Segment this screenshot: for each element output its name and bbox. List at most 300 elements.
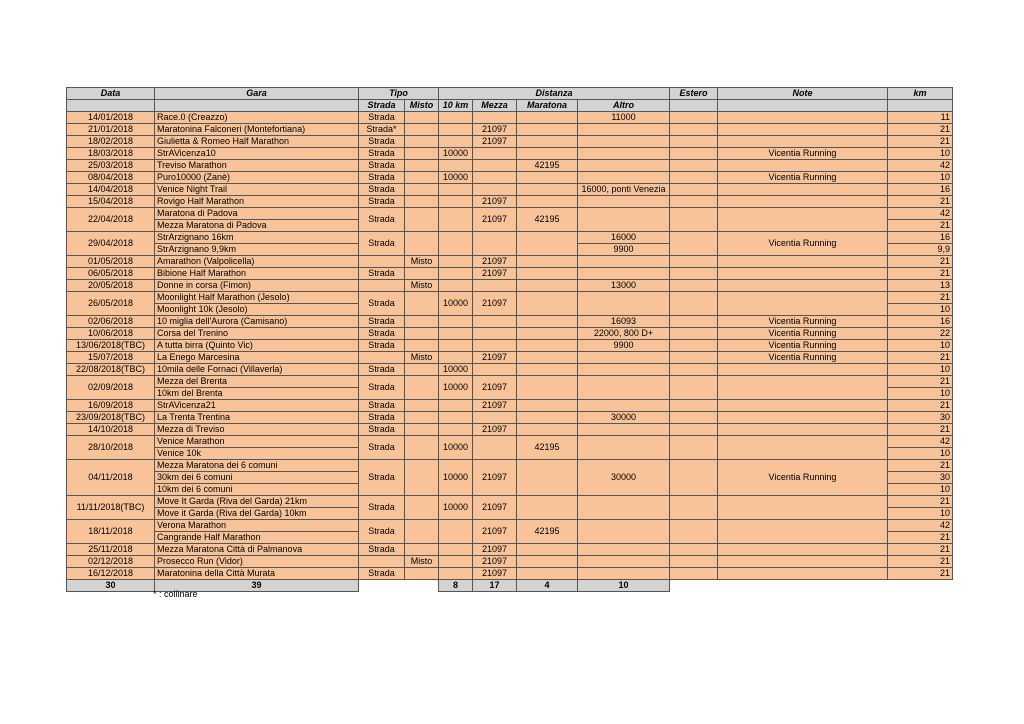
strada-cell: Strada [359, 340, 405, 352]
estero-cell [670, 436, 718, 460]
date-cell: 14/04/2018 [67, 184, 155, 196]
note-cell [718, 424, 888, 436]
race-name-cell: Giulietta & Romeo Half Marathon [155, 136, 359, 148]
race-name-cell: 10km dei 6 comuni [155, 484, 359, 496]
maratona-cell [517, 112, 578, 124]
altro-cell [578, 424, 670, 436]
date-cell: 08/04/2018 [67, 172, 155, 184]
altro-cell [578, 376, 670, 400]
km-cell: 42 [888, 436, 953, 448]
date-cell: 10/06/2018 [67, 328, 155, 340]
km-cell: 10 [888, 172, 953, 184]
mezza-cell: 21097 [473, 268, 517, 280]
race-name-cell: Mezza del Brenta [155, 376, 359, 388]
altro-cell [578, 556, 670, 568]
misto-cell [405, 208, 439, 232]
altro-cell [578, 148, 670, 160]
date-cell: 25/03/2018 [67, 160, 155, 172]
table-row [67, 544, 953, 556]
km-cell: 10 [888, 148, 953, 160]
date-cell: 13/06/2018(TBC) [67, 340, 155, 352]
table-row [67, 136, 953, 148]
race-name-cell: Verona Marathon [155, 520, 359, 532]
mezza-cell: 21097 [473, 352, 517, 364]
ten-km-cell [439, 544, 473, 556]
date-cell: 28/10/2018 [67, 436, 155, 460]
misto-cell: Misto [405, 352, 439, 364]
maratona-cell [517, 184, 578, 196]
misto-cell: Misto [405, 256, 439, 268]
altro-cell: 9900 [578, 340, 670, 352]
maratona-cell [517, 196, 578, 208]
estero-cell [670, 496, 718, 520]
strada-cell: Strada [359, 208, 405, 232]
km-cell: 10 [888, 388, 953, 400]
race-name-cell: Mezza di Treviso [155, 424, 359, 436]
table-row [67, 496, 953, 508]
ten-km-cell [439, 268, 473, 280]
ten-km-cell [439, 328, 473, 340]
date-cell: 29/04/2018 [67, 232, 155, 256]
note-cell [718, 436, 888, 460]
mezza-cell [473, 112, 517, 124]
maratona-cell [517, 136, 578, 148]
strada-cell: Strada [359, 196, 405, 208]
race-name-cell: Donne in corsa (Fimon) [155, 280, 359, 292]
note-cell [718, 196, 888, 208]
misto-cell [405, 400, 439, 412]
ten-km-cell: 10000 [439, 496, 473, 520]
mezza-cell: 21097 [473, 136, 517, 148]
mezza-cell: 21097 [473, 196, 517, 208]
header-gara: Gara [155, 88, 359, 100]
estero-cell [670, 292, 718, 316]
subheader-mezza: Mezza [473, 100, 517, 112]
maratona-cell: 42195 [517, 208, 578, 232]
total-ten-km-cell: 8 [439, 580, 473, 592]
estero-cell [670, 544, 718, 556]
estero-cell [670, 328, 718, 340]
date-cell: 02/09/2018 [67, 376, 155, 400]
misto-cell [405, 232, 439, 256]
note-cell [718, 112, 888, 124]
mezza-cell: 21097 [473, 568, 517, 580]
table-row [67, 124, 953, 136]
table-row [67, 160, 953, 172]
mezza-cell [473, 280, 517, 292]
subheader-blank [888, 100, 953, 112]
table-row [67, 352, 953, 364]
mezza-cell [473, 148, 517, 160]
estero-cell [670, 364, 718, 376]
altro-cell [578, 160, 670, 172]
table-row [67, 232, 953, 244]
race-name-cell: Moonlight 10k (Jesolo) [155, 304, 359, 316]
altro-cell [578, 172, 670, 184]
ten-km-cell [439, 424, 473, 436]
mezza-cell [473, 340, 517, 352]
strada-cell: Strada [359, 316, 405, 328]
misto-cell [405, 148, 439, 160]
table-row [67, 208, 953, 220]
race-name-cell: Move it Garda (Riva del Garda) 10km [155, 508, 359, 520]
km-cell: 21 [888, 124, 953, 136]
race-name-cell: Maratonina Falconeri (Montefortiana) [155, 124, 359, 136]
maratona-cell [517, 364, 578, 376]
estero-cell [670, 256, 718, 268]
estero-cell [670, 232, 718, 256]
misto-cell [405, 292, 439, 316]
km-cell: 21 [888, 532, 953, 544]
date-cell: 26/05/2018 [67, 292, 155, 316]
footnote: * : collinare [153, 589, 198, 599]
ten-km-cell: 10000 [439, 172, 473, 184]
total-gara-cell: 39 [155, 580, 359, 592]
ten-km-cell [439, 352, 473, 364]
table-row [67, 340, 953, 352]
note-cell [718, 256, 888, 268]
strada-cell [359, 556, 405, 568]
strada-cell: Strada [359, 544, 405, 556]
table-row [67, 460, 953, 472]
km-cell: 16 [888, 232, 953, 244]
misto-cell [405, 412, 439, 424]
misto-cell [405, 196, 439, 208]
altro-cell [578, 436, 670, 460]
altro-cell: 11000 [578, 112, 670, 124]
misto-cell [405, 544, 439, 556]
maratona-cell: 42195 [517, 436, 578, 460]
mezza-cell: 21097 [473, 520, 517, 544]
misto-cell: Misto [405, 280, 439, 292]
total-blank-cell [718, 580, 888, 592]
strada-cell: Strada [359, 328, 405, 340]
misto-cell [405, 136, 439, 148]
race-name-cell: StrAVicenza10 [155, 148, 359, 160]
header-distanza: Distanza [439, 88, 670, 100]
altro-cell [578, 364, 670, 376]
note-cell: Vicentia Running [718, 172, 888, 184]
estero-cell [670, 160, 718, 172]
strada-cell: Strada [359, 268, 405, 280]
date-cell: 01/05/2018 [67, 256, 155, 268]
altro-cell [578, 496, 670, 520]
date-cell: 11/11/2018(TBC) [67, 496, 155, 520]
altro-cell: 30000 [578, 412, 670, 424]
date-cell: 18/03/2018 [67, 148, 155, 160]
table-row [67, 268, 953, 280]
estero-cell [670, 136, 718, 148]
subheader-blank [670, 100, 718, 112]
ten-km-cell [439, 568, 473, 580]
strada-cell: Strada [359, 364, 405, 376]
table-row [67, 436, 953, 448]
mezza-cell: 21097 [473, 292, 517, 316]
race-name-cell: La Enego Marcesina [155, 352, 359, 364]
estero-cell [670, 400, 718, 412]
note-cell [718, 520, 888, 544]
race-name-cell: Cangrande Half Marathon [155, 532, 359, 544]
misto-cell [405, 460, 439, 496]
table-row [67, 364, 953, 376]
estero-cell [670, 460, 718, 496]
race-name-cell: 10km del Brenta [155, 388, 359, 400]
misto-cell [405, 424, 439, 436]
estero-cell [670, 424, 718, 436]
total-blank-cell [359, 580, 405, 592]
misto-cell [405, 436, 439, 460]
ten-km-cell [439, 316, 473, 328]
race-name-cell: Maratonina della Città Murata [155, 568, 359, 580]
race-name-cell: StrArzignano 9,9km [155, 244, 359, 256]
race-name-cell: Move It Garda (Riva del Garda) 21km [155, 496, 359, 508]
table-row [67, 196, 953, 208]
mezza-cell [473, 364, 517, 376]
km-cell: 10 [888, 364, 953, 376]
totals-row [67, 580, 953, 592]
mezza-cell: 21097 [473, 556, 517, 568]
table-row [67, 112, 953, 124]
race-name-cell: Race.0 (Creazzo) [155, 112, 359, 124]
date-cell: 18/11/2018 [67, 520, 155, 544]
misto-cell [405, 568, 439, 580]
km-cell: 21 [888, 376, 953, 388]
note-cell [718, 268, 888, 280]
ten-km-cell: 10000 [439, 292, 473, 316]
total-data-cell: 30 [67, 580, 155, 592]
mezza-cell [473, 328, 517, 340]
ten-km-cell [439, 256, 473, 268]
mezza-cell: 21097 [473, 208, 517, 232]
mezza-cell: 21097 [473, 256, 517, 268]
altro-cell [578, 352, 670, 364]
maratona-cell [517, 568, 578, 580]
strada-cell: Strada [359, 400, 405, 412]
estero-cell [670, 568, 718, 580]
ten-km-cell [439, 196, 473, 208]
misto-cell [405, 172, 439, 184]
ten-km-cell [439, 280, 473, 292]
table-row [67, 184, 953, 196]
mezza-cell: 21097 [473, 544, 517, 556]
table-row [67, 556, 953, 568]
date-cell: 06/05/2018 [67, 268, 155, 280]
strada-cell: Strada [359, 184, 405, 196]
subheader-misto: Misto [405, 100, 439, 112]
strada-cell: Strada [359, 136, 405, 148]
misto-cell [405, 376, 439, 400]
km-cell: 21 [888, 424, 953, 436]
altro-cell [578, 292, 670, 316]
km-cell: 9,9 [888, 244, 953, 256]
estero-cell [670, 316, 718, 328]
misto-cell [405, 316, 439, 328]
date-cell: 14/01/2018 [67, 112, 155, 124]
maratona-cell [517, 232, 578, 256]
race-name-cell: Amarathon (Valpolicella) [155, 256, 359, 268]
ten-km-cell [439, 520, 473, 544]
km-cell: 21 [888, 256, 953, 268]
km-cell: 10 [888, 340, 953, 352]
km-cell: 21 [888, 556, 953, 568]
race-name-cell: Mezza Maratona Città di Palmanova [155, 544, 359, 556]
table-row [67, 424, 953, 436]
note-cell [718, 556, 888, 568]
race-name-cell: Mezza Maratona dei 6 comuni [155, 460, 359, 472]
note-cell [718, 280, 888, 292]
total-blank-cell [888, 580, 953, 592]
altro-cell [578, 136, 670, 148]
header-estero: Estero [670, 88, 718, 100]
header-data: Data [67, 88, 155, 100]
date-cell: 18/02/2018 [67, 136, 155, 148]
ten-km-cell [439, 340, 473, 352]
maratona-cell [517, 172, 578, 184]
altro-cell [578, 400, 670, 412]
ten-km-cell [439, 160, 473, 172]
misto-cell [405, 160, 439, 172]
estero-cell [670, 412, 718, 424]
note-cell [718, 364, 888, 376]
date-cell: 02/12/2018 [67, 556, 155, 568]
maratona-cell [517, 328, 578, 340]
misto-cell [405, 112, 439, 124]
maratona-cell [517, 544, 578, 556]
altro-cell [578, 196, 670, 208]
subheader-altro: Altro [578, 100, 670, 112]
race-name-cell: 30km dei 6 comuni [155, 472, 359, 484]
km-cell: 30 [888, 412, 953, 424]
date-cell: 04/11/2018 [67, 460, 155, 496]
misto-cell [405, 520, 439, 544]
strada-cell: Strada [359, 424, 405, 436]
maratona-cell [517, 460, 578, 496]
note-cell [718, 400, 888, 412]
km-cell: 42 [888, 208, 953, 220]
maratona-cell [517, 292, 578, 316]
km-cell: 16 [888, 316, 953, 328]
mezza-cell: 21097 [473, 124, 517, 136]
km-cell: 21 [888, 196, 953, 208]
strada-cell: Strada [359, 112, 405, 124]
estero-cell [670, 556, 718, 568]
estero-cell [670, 520, 718, 544]
ten-km-cell [439, 112, 473, 124]
note-cell [718, 208, 888, 232]
estero-cell [670, 124, 718, 136]
ten-km-cell: 10000 [439, 376, 473, 400]
altro-cell: 16093 [578, 316, 670, 328]
subheader-blank [67, 100, 155, 112]
race-name-cell: Mezza Maratona di Padova [155, 220, 359, 232]
table-row [67, 412, 953, 424]
misto-cell [405, 124, 439, 136]
ten-km-cell: 10000 [439, 436, 473, 460]
race-name-cell: StrArzignano 16km [155, 232, 359, 244]
altro-cell [578, 256, 670, 268]
race-name-cell: 10 miglia dell'Aurora (Camisano) [155, 316, 359, 328]
estero-cell [670, 196, 718, 208]
note-cell [718, 376, 888, 400]
ten-km-cell: 10000 [439, 460, 473, 496]
km-cell: 22 [888, 328, 953, 340]
race-name-cell: Bibione Half Marathon [155, 268, 359, 280]
mezza-cell [473, 160, 517, 172]
date-cell: 21/01/2018 [67, 124, 155, 136]
total-mezza-cell: 17 [473, 580, 517, 592]
note-cell [718, 568, 888, 580]
strada-cell: Strada [359, 496, 405, 520]
estero-cell [670, 184, 718, 196]
altro-cell: 22000, 800 D+ [578, 328, 670, 340]
ten-km-cell [439, 556, 473, 568]
total-blank-cell [405, 580, 439, 592]
km-cell: 21 [888, 460, 953, 472]
misto-cell [405, 496, 439, 520]
estero-cell [670, 352, 718, 364]
table-row [67, 280, 953, 292]
mezza-cell: 21097 [473, 496, 517, 520]
maratona-cell [517, 424, 578, 436]
strada-cell: Strada [359, 520, 405, 544]
header-row-2 [67, 100, 953, 112]
altro-cell: 16000, ponti Venezia [578, 184, 670, 196]
ten-km-cell: 10000 [439, 364, 473, 376]
note-cell: Vicentia Running [718, 148, 888, 160]
strada-cell: Strada [359, 376, 405, 400]
maratona-cell: 42195 [517, 520, 578, 544]
km-cell: 21 [888, 136, 953, 148]
misto-cell [405, 328, 439, 340]
estero-cell [670, 208, 718, 232]
altro-cell [578, 520, 670, 544]
strada-cell: Strada [359, 436, 405, 460]
maratona-cell [517, 256, 578, 268]
race-name-cell: Prosecco Run (Vidor) [155, 556, 359, 568]
table-row [67, 520, 953, 532]
maratona-cell [517, 340, 578, 352]
misto-cell [405, 184, 439, 196]
strada-cell: Strada [359, 148, 405, 160]
altro-cell: 13000 [578, 280, 670, 292]
km-cell: 21 [888, 220, 953, 232]
maratona-cell [517, 316, 578, 328]
date-cell: 22/08/2018(TBC) [67, 364, 155, 376]
ten-km-cell [439, 136, 473, 148]
table-row [67, 256, 953, 268]
misto-cell [405, 340, 439, 352]
header-tipo: Tipo [359, 88, 439, 100]
subheader-10km: 10 km [439, 100, 473, 112]
estero-cell [670, 376, 718, 400]
race-name-cell: A tutta birra (Quinto Vic) [155, 340, 359, 352]
note-cell [718, 160, 888, 172]
strada-cell [359, 352, 405, 364]
estero-cell [670, 280, 718, 292]
strada-cell: Strada* [359, 124, 405, 136]
mezza-cell [473, 412, 517, 424]
estero-cell [670, 340, 718, 352]
altro-cell: 9900 [578, 244, 670, 256]
race-name-cell: 10mila delle Fornaci (Villaverla) [155, 364, 359, 376]
note-cell: Vicentia Running [718, 460, 888, 496]
races-table [66, 87, 953, 592]
race-name-cell: Moonlight Half Marathon (Jesolo) [155, 292, 359, 304]
note-cell [718, 136, 888, 148]
subheader-strada: Strada [359, 100, 405, 112]
maratona-cell [517, 376, 578, 400]
ten-km-cell [439, 208, 473, 232]
